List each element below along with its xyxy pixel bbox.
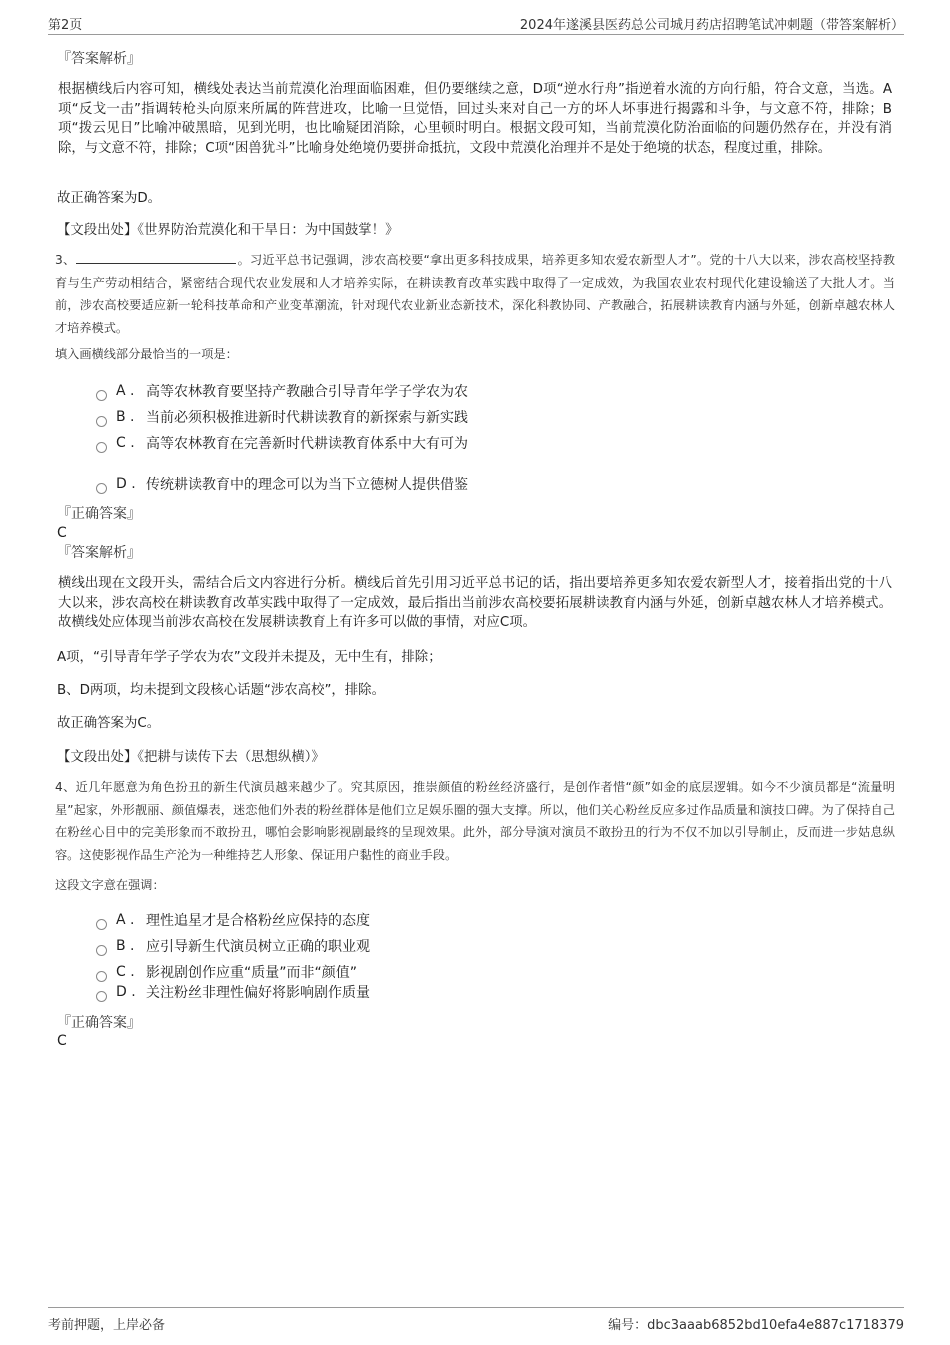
q3-analysis-tag: 『答案解析』 [57, 545, 141, 561]
q3-option-d[interactable]: D . 传统耕读教育中的理念可以为当下立德树人提供借鉴 [96, 474, 468, 494]
q3-source: 【文段出处】《把耕与读传下去（思想纵横）》 [57, 750, 325, 765]
radio-button-icon[interactable] [96, 442, 107, 453]
q3-answer: C [57, 525, 67, 541]
radio-button-icon[interactable] [96, 416, 107, 427]
q3-conclusion: 故正确答案为C。 [57, 716, 161, 731]
q4-option-d[interactable]: D . 关注粉丝非理性偏好将影响剧作质量 [96, 982, 370, 1002]
q3-option-c[interactable]: C . 高等农林教育在完善新时代耕读教育体系中大有可为 [96, 433, 468, 453]
q4-option-a[interactable]: A . 理性追星才是合格粉丝应保持的态度 [96, 910, 370, 930]
footer-slogan: 考前押题，上岸必备 [48, 1318, 166, 1333]
radio-button-icon[interactable] [96, 483, 107, 494]
q4-answer-tag: 『正确答案』 [57, 1015, 141, 1031]
q3-blank [76, 251, 236, 264]
q2-source: 【文段出处】《世界防治荒漠化和干旱日：为中国鼓掌！》 [57, 223, 399, 238]
q3-analysis: 横线出现在文段开头，需结合后文内容进行分析。横线后首先引用习近平总书记的话，指出要培养更多知农爱农新型人才，接着指出党的十八大以来，涉农高校在耕读教育改革实践中取得了一定成效，最后指出当前涉农高校要拓展耕读教育内涵与外延，创新卓越农林人才培养模式。故横线处应体现当前涉农高校在发展耕读教育上有许多可以做的事情，对应C项。 [58, 576, 892, 630]
q4-stem: 4、近几年愿意为角色扮丑的新生代演员越来越少了。究其原因，推崇颜值的粉丝经济盛行，是创作者惜“颜”如金的底层逻辑。如今不少演员都是“流量明星”起家，外形靓丽、颜值爆表，迷恋他们外表的粉丝群体是他们立足娱乐圈的强大支撑。所以，他们关心粉丝反应多过作品质量和演技口碑。为了保持自己在粉丝心目中的完美形象而不敢扮丑，哪怕会影响影视剧最终的呈现效果。此外，部分导演对演员不敢扮丑的行为不仅不加以引导制止，反而进一步姑息纵容。这使影视作品生产沦为一种维持艺人形象、保证用户黏性的商业手段。 [55, 780, 895, 862]
q2-analysis-tag: 『答案解析』 [57, 51, 141, 67]
q3-option-b[interactable]: B . 当前必须积极推进新时代耕读教育的新探索与新实践 [96, 407, 468, 427]
q3-stem-text: 。习近平总书记强调，涉农高校要“拿出更多科技成果，培养更多知农爱农新型人才”。党的十八大以来，涉农高校坚持教育与生产劳动相结合，紧密结合现代农业发展和人才培养实际，在耕读教育改革实践中取得了一定成效，为我国农业农村现代化建设输送了大批人才。当前，涉农高校要适应新一轮科技革命和产业变革潮流，针对现代农业新业态新技术，深化科教协同、产教融合，拓展耕读教育内涵与外延，创新卓越农林人才培养模式。 [55, 253, 895, 335]
page-footer [48, 1307, 904, 1333]
q4-option-c[interactable]: C . 影视剧创作应重“质量”而非“颜值” [96, 962, 357, 982]
q4-prompt: 这段文字意在强调： [55, 878, 165, 892]
page-number: 第2页 [48, 18, 83, 33]
document-title: 2024年遂溪县医药总公司城月药店招聘笔试冲刺题（带答案解析） [519, 18, 904, 33]
q3-stem [55, 249, 895, 339]
q3-answer-tag: 『正确答案』 [57, 506, 141, 522]
q4-answer: C [57, 1033, 67, 1049]
q3-note-a: A项，“引导青年学子学农为农”文段并未提及，无中生有，排除； [57, 650, 442, 665]
q3-note-bd: B、D两项，均未提到文段核心话题“涉农高校”，排除。 [57, 683, 385, 698]
q3-number: 3、 [55, 253, 76, 267]
q2-analysis: 根据横线后内容可知，横线处表达当前荒漠化治理面临困难，但仍要继续之意，D项“逆水行舟”指逆着水流的方向行船，符合文意，当选。A项“反戈一击”指调转枪头向原来所属的阵营进攻，比喻一旦觉悟，回过头来对自己一方的坏人坏事进行揭露和斗争，与文意不符，排除；B项“拨云见日”比喻冲破黑暗，见到光明，也比喻疑团消除，心里顿时明白。根据文段可知，当前荒漠化防治面临的问题仍然存在，并没有消除，与文意不符，排除；C项“困兽犹斗”比喻身处绝境仍要拼命抵抗，文段中荒漠化治理并不是处于绝境的状态，程度过重，排除。 [58, 82, 892, 156]
q3-option-a[interactable]: A . 高等农林教育要坚持产教融合引导青年学子学农为农 [96, 381, 468, 401]
radio-button-icon[interactable] [96, 390, 107, 401]
q3-prompt: 填入画横线部分最恰当的一项是： [55, 347, 238, 361]
page-header [48, 12, 904, 35]
radio-button-icon[interactable] [96, 991, 107, 1002]
document-id: 编号：dbc3aaab6852bd10efa4e887c1718379 [608, 1318, 904, 1333]
radio-button-icon[interactable] [96, 919, 107, 930]
q4-option-b[interactable]: B . 应引导新生代演员树立正确的职业观 [96, 936, 370, 956]
radio-button-icon[interactable] [96, 971, 107, 982]
q2-conclusion: 故正确答案为D。 [57, 191, 162, 206]
radio-button-icon[interactable] [96, 945, 107, 956]
